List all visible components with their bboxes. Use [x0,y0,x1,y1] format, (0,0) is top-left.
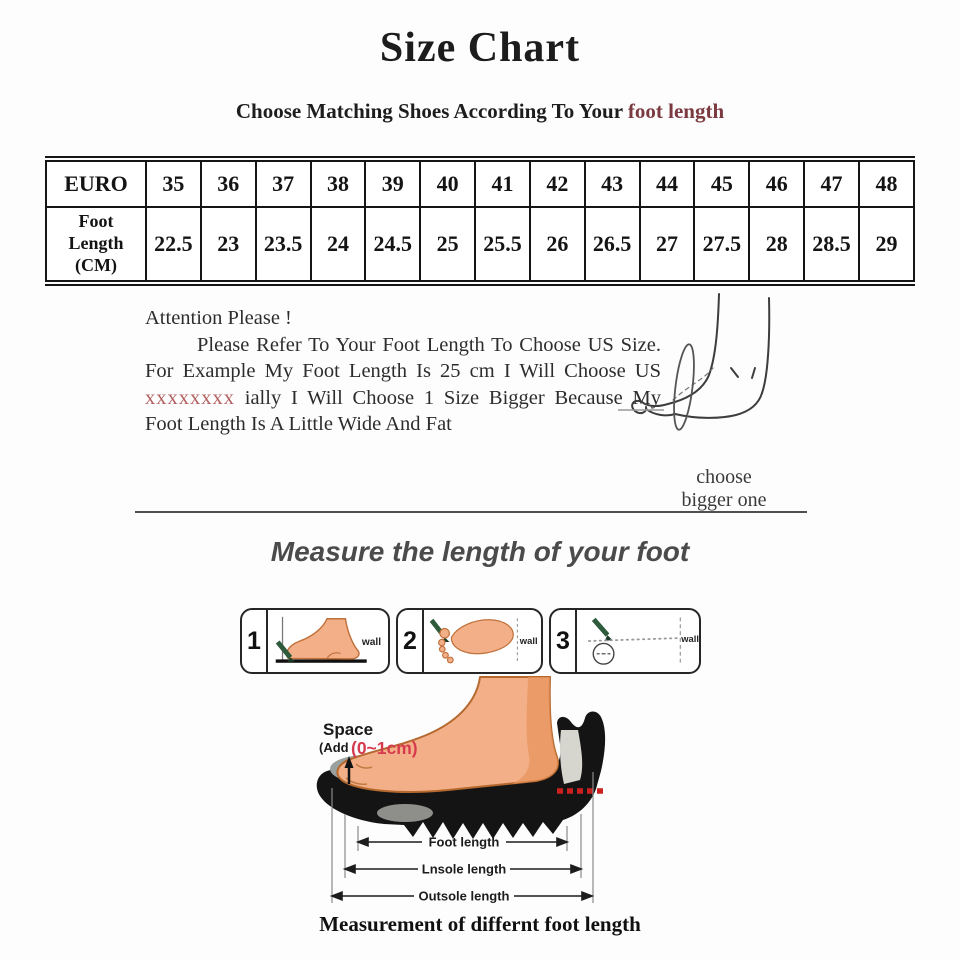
insole-length-label: Lnsole length [421,861,507,877]
euro-size-cell: 37 [256,161,311,207]
attention-heading: Attention Please ! [145,307,292,329]
subtitle [0,99,960,124]
foot-length-diagram [310,672,690,908]
step-1-number: 1 [242,610,268,672]
foot-outline-sketch [632,294,769,418]
measure-step-2 [396,608,543,674]
ruler-icon [593,643,614,664]
subtitle-text: Choose Matching Shoes According To Your [235,99,623,123]
foot-length-cell: 27 [640,207,695,281]
euro-size-cell: 48 [859,161,914,207]
foot-length-row-label: Foot Length (CM) [46,207,146,281]
ankle-mark [731,368,738,377]
space-sub-value: (0~1cm) [351,738,418,758]
space-label: Space [323,720,374,739]
choose-bigger-note [634,466,814,512]
measure-section-heading: Measure the length of your foot [270,536,690,567]
foot-side-illustration [287,619,359,659]
diagram-caption: Measurement of differnt foot length [319,912,641,936]
foot-length-cell: 25.5 [475,207,530,281]
foot-length-cell: 23.5 [256,207,311,281]
euro-size-cell: 41 [475,161,530,207]
foot-length-cell: 22.5 [146,207,201,281]
euro-size-cell: 38 [311,161,366,207]
size-table-wrap [45,156,915,286]
attention-text-end: ially I Will Choose 1 Size Bigger Because My Foot Length Is A Little Wide And Fat [145,386,661,435]
attention-paragraph [145,332,661,438]
measure-step-3 [549,608,701,674]
step-2-illustration [424,610,541,672]
foot-length-row [46,207,914,281]
wall-label: wall [361,636,382,648]
attention-note [145,305,661,438]
attention-text-start: Please Refer To Your Foot Length To Choose US Size. For Example My Foot Length Is 25 cm I Will Choose US [145,333,661,382]
wall-label: wall [681,633,699,644]
foot-length-cell: 24 [311,207,366,281]
heel-pad-shape [560,730,582,784]
measure-step-1 [240,608,390,674]
euro-size-cell: 36 [201,161,256,207]
subtitle-highlight: foot length [627,99,725,123]
foot-length-cell: 27.5 [694,207,749,281]
foot-length-label: Foot length [428,834,500,850]
section-divider [135,511,807,513]
choose-bigger-line2: bigger one [681,489,767,511]
euro-size-cell: 45 [694,161,749,207]
step-2-number: 2 [398,610,424,672]
ankle-mark [752,368,755,378]
measure-steps [240,608,701,674]
dotted-measure-line [589,638,681,641]
euro-size-cell: 42 [530,161,585,207]
euro-size-cell: 47 [804,161,859,207]
step-1-illustration [268,610,388,672]
euro-size-cell: 44 [640,161,695,207]
attention-redacted-text: xxxxxxxx [145,386,235,409]
foot-length-cell: 26.5 [585,207,640,281]
pencil-icon [594,619,613,641]
euro-size-cell: 43 [585,161,640,207]
foot-length-cell: 28 [749,207,804,281]
euro-size-cell: 39 [365,161,420,207]
footprint-illustration [435,614,516,664]
foot-length-cell: 26 [530,207,585,281]
euro-size-cell: 35 [146,161,201,207]
euro-size-cell: 40 [420,161,475,207]
foot-length-cell: 25 [420,207,475,281]
step-3-illustration [577,610,699,672]
choose-bigger-line1: choose [696,466,752,488]
page-title: Size Chart [379,25,581,71]
foot-length-cell: 24.5 [365,207,420,281]
foot-length-cell: 23 [201,207,256,281]
space-sub-prefix: (Add [319,740,349,755]
size-chart-table [45,160,915,282]
foot-length-cell: 28.5 [804,207,859,281]
arch-insole-shape [377,804,433,822]
foot-length-cell: 29 [859,207,914,281]
euro-size-row [46,161,914,207]
euro-row-label: EURO [46,161,146,207]
foot-sketch-illustration [618,288,910,466]
wall-label: wall [519,634,538,646]
outsole-length-label: Outsole length [418,888,510,904]
step-3-number: 3 [551,610,577,672]
euro-size-cell: 46 [749,161,804,207]
